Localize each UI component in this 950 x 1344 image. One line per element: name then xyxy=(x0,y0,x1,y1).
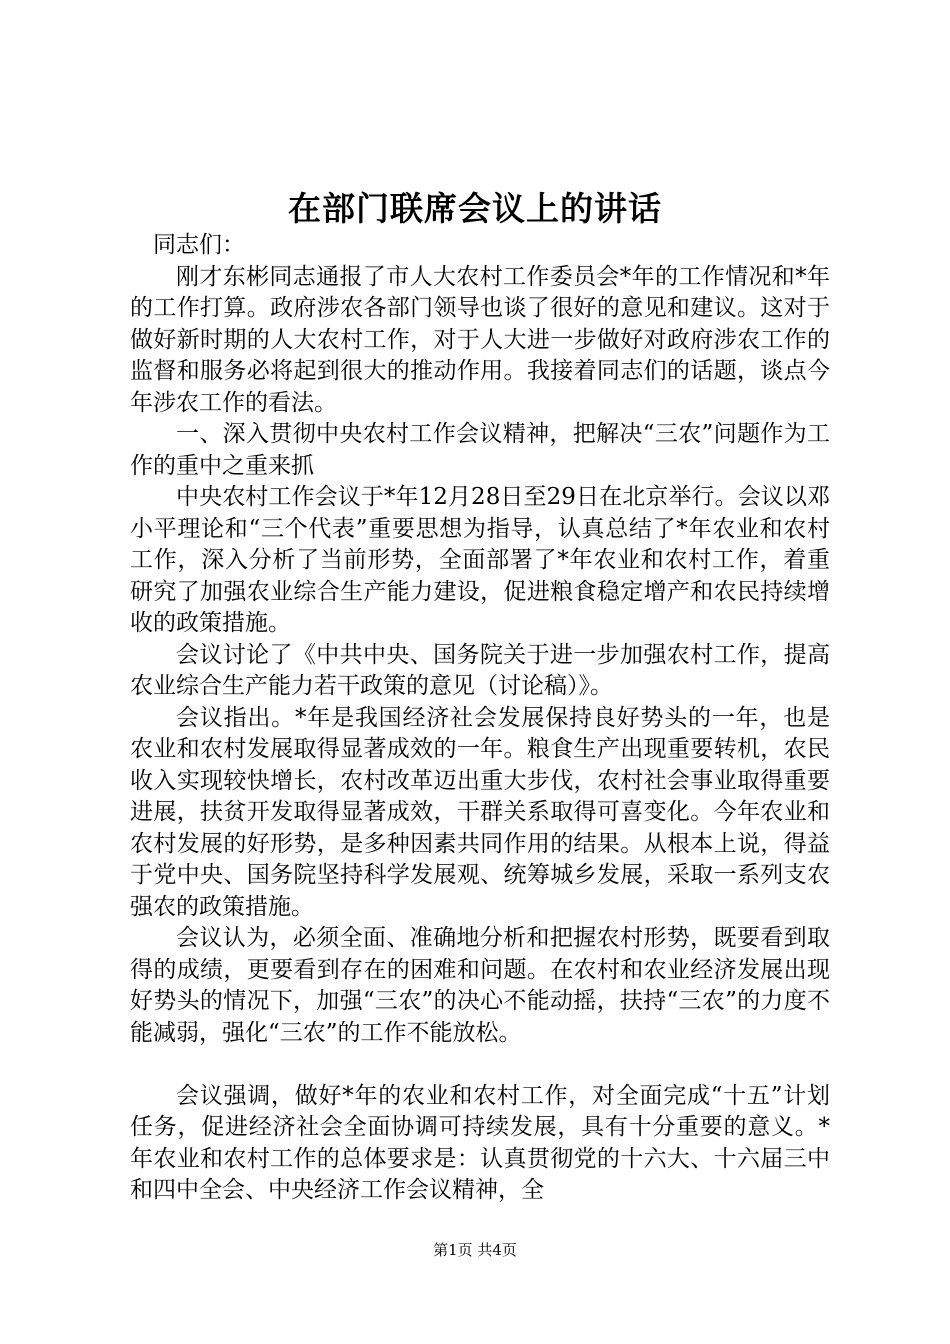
paragraph-intro: 刚才东彬同志通报了市人大农村工作委员会*年的工作情况和*年的工作打算。政府涉农各部门领导也谈了很好的意见和建议。这对于做好新时期的人大农村工作，对于人大进一步做好对政府涉农工作的监督和服务必将起到很大的推动作用。我接着同志们的话题，谈点今年涉农工作的看法。 xyxy=(130,263,830,416)
document-title: 在部门联席会议上的讲话 xyxy=(288,189,662,228)
paragraph-meeting-held: 中央农村工作会议于*年12月28日至29日在北京举行。会议以邓小平理论和“三个代表”重要思想为指导，认真总结了*年农业和农村工作，深入分析了当前形势，全面部署了*年农业和农村工作，着重研究了加强农业综合生产能力建设，促进粮食稳定增产和农民持续增收的政策措施。 xyxy=(130,484,830,636)
paragraph-meeting-discussed: 会议讨论了《中共中央、国务院关于进一步加强农村工作，提高农业综合生产能力若干政策的意见（讨论稿）》。 xyxy=(130,641,830,699)
paragraph-meeting-believes: 会议认为，必须全面、准确地分析和把握农村形势，既要看到取得的成绩，更要看到存在的困难和问题。在农村和农业经济发展出现好势头的情况下，加强“三农”的决心不能动摇，扶持“三农”的力度不能减弱，强化“三农”的工作不能放松。 xyxy=(130,925,830,1046)
section-heading-1: 一、深入贯彻中央农村工作会议精神，把解决“三农”问题作为工作的重中之重来抓 xyxy=(130,421,830,479)
paragraph-meeting-pointed-out: 会议指出。*年是我国经济社会发展保持良好势头的一年，也是农业和农村发展取得显著成效的一年。粮食生产出现重要转机，农民收入实现较快增长，农村改革迈出重大步伐，农村社会事业取得重要进展，扶贫开发取得显著成效，干群关系取得可喜变化。今年农业和农村发展的好形势，是多种因素共同作用的结果。从根本上说，得益于党中央、国务院坚持科学发展观、统筹城乡发展，采取一系列支农强农的政策措施。 xyxy=(130,704,830,920)
document-body xyxy=(130,230,830,1207)
greeting-line: 同志们： xyxy=(153,232,245,258)
paragraph-spacer xyxy=(130,1049,830,1081)
page-number-footer: 第1页 共4页 xyxy=(433,1241,517,1259)
paragraph-meeting-emphasized: 会议强调，做好*年的农业和农村工作，对全面完成“十五”计划任务，促进经济社会全面协调可持续发展，具有十分重要的意义。*年农业和农村工作的总体要求是：认真贯彻党的十六大、十六届三中和四中全会、中央经济工作会议精神，全 xyxy=(130,1082,830,1203)
